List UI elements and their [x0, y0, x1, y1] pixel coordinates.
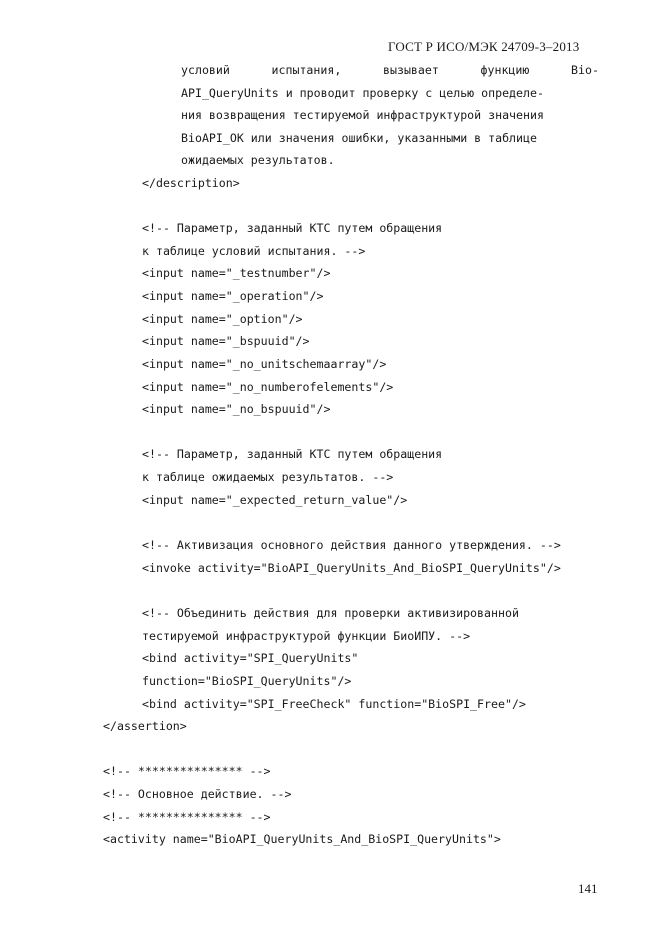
code-invoke-line: <invoke activity="BioAPI_QueryUnits_And_BioSPI_QueryUnits"/>	[142, 561, 561, 575]
code-comment: <!-- Объединить действия для проверки активизированной	[142, 606, 519, 620]
code-input-line: <input name="_bspuuid"/>	[142, 334, 310, 348]
paragraph-word: функцию	[480, 63, 530, 77]
paragraph-word: вызывает	[383, 63, 439, 77]
code-assertion-close: </assertion>	[103, 719, 187, 733]
paragraph-line-5: ожидаемых результатов.	[181, 153, 335, 167]
paragraph-line-4: BioAPI_OK или значения ошибки, указанными в таблице	[181, 131, 537, 145]
paragraph-line-1	[181, 62, 599, 78]
code-input-line: <input name="_expected_return_value"/>	[142, 493, 408, 507]
code-comment: <!-- *************** -->	[103, 810, 271, 824]
code-input-line: <input name="_no_bspuuid"/>	[142, 402, 331, 416]
page-header-standard: ГОСТ Р ИСО/МЭК 24709-3–2013	[388, 39, 580, 54]
code-bind-line: <bind activity="SPI_QueryUnits"	[142, 651, 359, 665]
paragraph-line-3: ния возвращения тестируемой инфраструктурой значения	[181, 108, 544, 122]
paragraph-word: испытания,	[271, 63, 342, 77]
code-description-close: </description>	[142, 176, 240, 190]
code-input-line: <input name="_no_numberofelements"/>	[142, 380, 394, 394]
code-bind-line: function="BioSPI_QueryUnits"/>	[142, 674, 352, 688]
code-comment: к таблице ожидаемых результатов. -->	[142, 470, 394, 484]
code-comment: тестируемой инфраструктурой функции БиоИПУ. -->	[142, 629, 471, 643]
code-bind-line: <bind activity="SPI_FreeCheck" function="BioSPI_Free"/>	[142, 697, 526, 711]
code-comment: <!-- *************** -->	[103, 764, 271, 778]
code-comment: к таблице условий испытания. -->	[142, 244, 366, 258]
code-input-line: <input name="_option"/>	[142, 312, 303, 326]
code-input-line: <input name="_no_unitschemaarray"/>	[142, 357, 387, 371]
page-number: 141	[578, 881, 598, 896]
paragraph-word: Bio-	[571, 63, 599, 77]
paragraph-word: условий	[181, 63, 230, 77]
code-comment: <!-- Активизация основного действия данного утверждения. -->	[142, 538, 561, 552]
code-activity-open: <activity name="BioAPI_QueryUnits_And_BioSPI_QueryUnits">	[103, 832, 501, 846]
code-input-line: <input name="_operation"/>	[142, 289, 324, 303]
code-comment: <!-- Параметр, заданный КТС путем обращения	[142, 221, 443, 235]
code-comment: <!-- Основное действие. -->	[103, 787, 292, 801]
code-input-line: <input name="_testnumber"/>	[142, 266, 331, 280]
paragraph-line-2: API_QueryUnits и проводит проверку с целью определе-	[181, 86, 544, 100]
code-comment: <!-- Параметр, заданный КТС путем обращения	[142, 447, 443, 461]
